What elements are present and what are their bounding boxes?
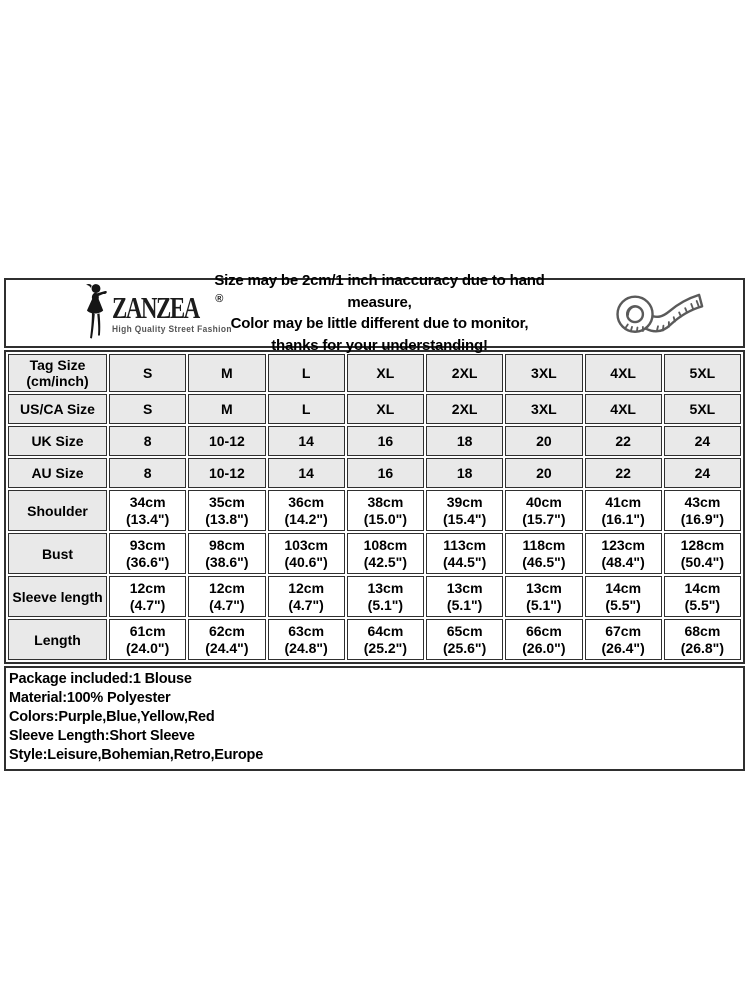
content-frame — [4, 272, 745, 771]
size-cell: 5XL — [664, 394, 741, 424]
size-table-row — [8, 426, 741, 456]
row-label: UK Size — [8, 426, 107, 456]
size-cell: L — [268, 354, 345, 392]
size-table-row — [8, 458, 741, 488]
size-cell: 20 — [505, 458, 582, 488]
measure-cell: 61cm (24.0") — [109, 619, 186, 660]
measure-cell: 13cm (5.1") — [505, 576, 582, 617]
row-label: US/CA Size — [8, 394, 107, 424]
row-label: Bust — [8, 533, 107, 574]
measure-cell: 103cm (40.6") — [268, 533, 345, 574]
measure-cell: 66cm (26.0") — [505, 619, 582, 660]
measure-cell: 34cm (13.4") — [109, 490, 186, 531]
measure-cell: 68cm (26.8") — [664, 619, 741, 660]
size-cell: 20 — [505, 426, 582, 456]
size-cell: 16 — [347, 426, 424, 456]
product-notes — [4, 666, 745, 771]
measure-cell: 64cm (25.2") — [347, 619, 424, 660]
note-line: Style:Leisure,Bohemian,Retro,Europe — [9, 747, 264, 763]
note-line: Material:100% Polyester — [9, 690, 171, 706]
size-cell: 4XL — [585, 354, 662, 392]
size-table-row — [8, 354, 741, 392]
row-label: Shoulder — [8, 490, 107, 531]
size-cell: 2XL — [426, 354, 503, 392]
size-table — [4, 350, 745, 664]
measure-cell: 14cm (5.5") — [585, 576, 662, 617]
disclaimer-text — [196, 272, 563, 354]
measure-cell: 12cm (4.7") — [268, 576, 345, 617]
measure-cell: 35cm (13.8") — [188, 490, 265, 531]
measure-cell: 67cm (26.4") — [585, 619, 662, 660]
disclaimer-line-2: Color may be little different due to monitor, — [230, 315, 529, 332]
size-cell: 22 — [585, 458, 662, 488]
size-cell: M — [188, 354, 265, 392]
size-cell: 14 — [268, 426, 345, 456]
registered-mark: ® — [215, 292, 224, 305]
size-table-row — [8, 576, 741, 617]
size-cell: S — [109, 354, 186, 392]
size-cell: M — [188, 394, 265, 424]
size-cell: 16 — [347, 458, 424, 488]
disclaimer-line-1: Size may be 2cm/1 inch inaccuracy due to hand measure, — [214, 272, 545, 311]
measure-cell: 118cm (46.5") — [505, 533, 582, 574]
row-label: Length — [8, 619, 107, 660]
measure-cell: 128cm (50.4") — [664, 533, 741, 574]
size-cell: 8 — [109, 426, 186, 456]
brand-name: ZANZEA — [112, 289, 199, 325]
measure-cell: 40cm (15.7") — [505, 490, 582, 531]
fashion-woman-silhouette-icon — [78, 283, 114, 343]
measure-cell: 98cm (38.6") — [188, 533, 265, 574]
row-label: AU Size — [8, 458, 107, 488]
measure-cell: 13cm (5.1") — [347, 576, 424, 617]
size-cell: XL — [347, 394, 424, 424]
measure-cell: 43cm (16.9") — [664, 490, 741, 531]
note-line: Colors:Purple,Blue,Yellow,Red — [9, 709, 215, 725]
size-cell: 14 — [268, 458, 345, 488]
size-table-row — [8, 533, 741, 574]
disclaimer-line-3: thanks for your understanding! — [271, 336, 488, 354]
header-panel — [4, 272, 745, 354]
measure-cell: 62cm (24.4") — [188, 619, 265, 660]
measure-cell: 113cm (44.5") — [426, 533, 503, 574]
size-cell: 8 — [109, 458, 186, 488]
measure-cell: 63cm (24.8") — [268, 619, 345, 660]
size-cell: L — [268, 394, 345, 424]
size-cell: 18 — [426, 426, 503, 456]
measure-cell: 41cm (16.1") — [585, 490, 662, 531]
size-cell: 4XL — [585, 394, 662, 424]
size-cell: 24 — [664, 458, 741, 488]
size-cell: 2XL — [426, 394, 503, 424]
measure-cell: 38cm (15.0") — [347, 490, 424, 531]
measure-cell: 65cm (25.6") — [426, 619, 503, 660]
size-table-body — [8, 354, 741, 660]
row-label: Tag Size (cm/inch) — [8, 354, 107, 392]
size-cell: 18 — [426, 458, 503, 488]
size-cell: XL — [347, 354, 424, 392]
size-cell: 24 — [664, 426, 741, 456]
size-cell: S — [109, 394, 186, 424]
size-cell: 3XL — [505, 394, 582, 424]
size-table-row — [8, 619, 741, 660]
measure-cell: 93cm (36.6") — [109, 533, 186, 574]
note-line: Sleeve Length:Short Sleeve — [9, 728, 195, 744]
size-table-row — [8, 490, 741, 531]
measure-cell: 36cm (14.2") — [268, 490, 345, 531]
size-cell: 10-12 — [188, 458, 265, 488]
row-label: Sleeve length — [8, 576, 107, 617]
measure-cell: 123cm (48.4") — [585, 533, 662, 574]
size-cell: 10-12 — [188, 426, 265, 456]
size-cell: 3XL — [505, 354, 582, 392]
size-cell: 5XL — [664, 354, 741, 392]
measure-cell: 14cm (5.5") — [664, 576, 741, 617]
measuring-tape-icon — [583, 284, 733, 342]
measure-cell: 13cm (5.1") — [426, 576, 503, 617]
measure-cell: 108cm (42.5") — [347, 533, 424, 574]
size-cell: 22 — [585, 426, 662, 456]
measure-cell: 12cm (4.7") — [188, 576, 265, 617]
size-table-row — [8, 394, 741, 424]
brand-tagline: High Quality Street Fashion — [112, 323, 232, 334]
measure-cell: 12cm (4.7") — [109, 576, 186, 617]
note-line: Package included:1 Blouse — [9, 671, 192, 687]
measure-cell: 39cm (15.4") — [426, 490, 503, 531]
